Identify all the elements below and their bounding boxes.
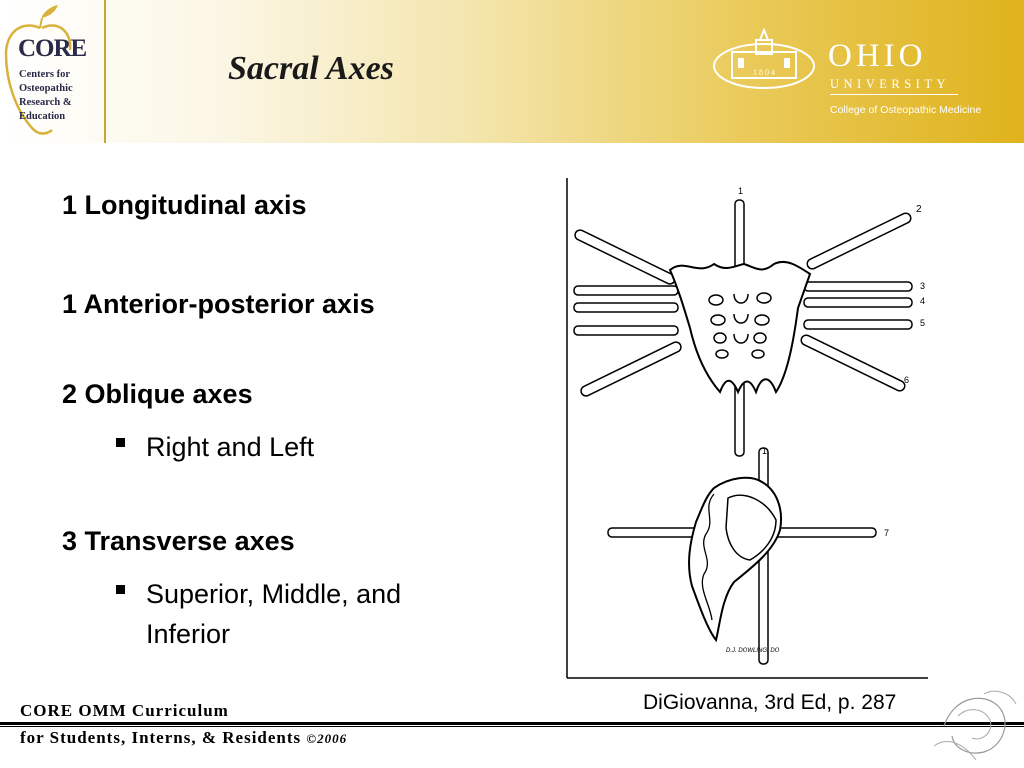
square-bullet-icon xyxy=(116,585,125,594)
footer-rule xyxy=(0,722,1024,725)
footer-audience-text: for Students, Interns, & Residents xyxy=(20,728,302,747)
ohio-logo-rule xyxy=(830,94,958,95)
ohio-college-name: College of Osteopathic Medicine xyxy=(830,104,982,116)
figure-caption: DiGiovanna, 3rd Ed, p. 287 xyxy=(643,691,897,714)
bullet-oblique-axes: 2 Oblique axes xyxy=(62,379,253,409)
diagram-label-transverse-middle: 4 xyxy=(920,296,926,306)
core-logo-line: Research & xyxy=(19,97,72,108)
slide-title: Sacral Axes xyxy=(228,50,394,87)
square-bullet-icon xyxy=(116,438,125,447)
footer-curriculum: CORE OMM Curriculum xyxy=(20,701,229,720)
core-logo-subtitle xyxy=(19,68,101,124)
diagram-signature: D.J. DOWLING, DO xyxy=(726,648,780,654)
core-logo xyxy=(0,0,104,143)
diagram-label-transverse-inferior: 5 xyxy=(920,318,926,328)
bullet-transverse-axes: 3 Transverse axes xyxy=(62,526,295,556)
ohio-university-name: OHIO xyxy=(828,38,927,74)
diagram-label-longitudinal: 1 xyxy=(738,186,744,196)
ohio-seal-year: 1 8 0 4 xyxy=(753,68,775,77)
footer-audience xyxy=(20,728,347,748)
core-logo-line: Osteopathic xyxy=(19,83,73,94)
diagram-label-oblique-right: 2 xyxy=(916,204,922,215)
footer-rule-thin xyxy=(0,726,1024,727)
core-logo-line: Education xyxy=(19,111,66,122)
diagram-label-transverse-superior: 3 xyxy=(920,281,926,291)
ohio-university-seal-icon xyxy=(712,28,816,90)
bullet-longitudinal-axis: 1 Longitudinal axis xyxy=(62,190,307,220)
bullet-anterior-posterior-axis: 1 Anterior-posterior axis xyxy=(62,289,375,319)
diagram-label-anterior-posterior: 7 xyxy=(884,528,890,538)
diagram-label-oblique-left: 6 xyxy=(904,375,910,385)
sacral-axes-diagram xyxy=(566,178,930,680)
sub-bullet-text: Right and Left xyxy=(146,432,315,462)
core-logo-title: CORE xyxy=(18,35,87,62)
core-logo-line: Centers for xyxy=(19,69,71,80)
anatomy-sketch-icon xyxy=(924,686,1024,768)
sub-bullet-text: Superior, Middle, and Inferior xyxy=(146,579,402,649)
footer-copyright: ©2006 xyxy=(306,731,348,746)
ohio-university-subtitle: UNIVERSITY xyxy=(830,77,950,91)
header-divider xyxy=(104,0,106,143)
diagram-label-longitudinal-lateral: 1 xyxy=(762,446,768,456)
